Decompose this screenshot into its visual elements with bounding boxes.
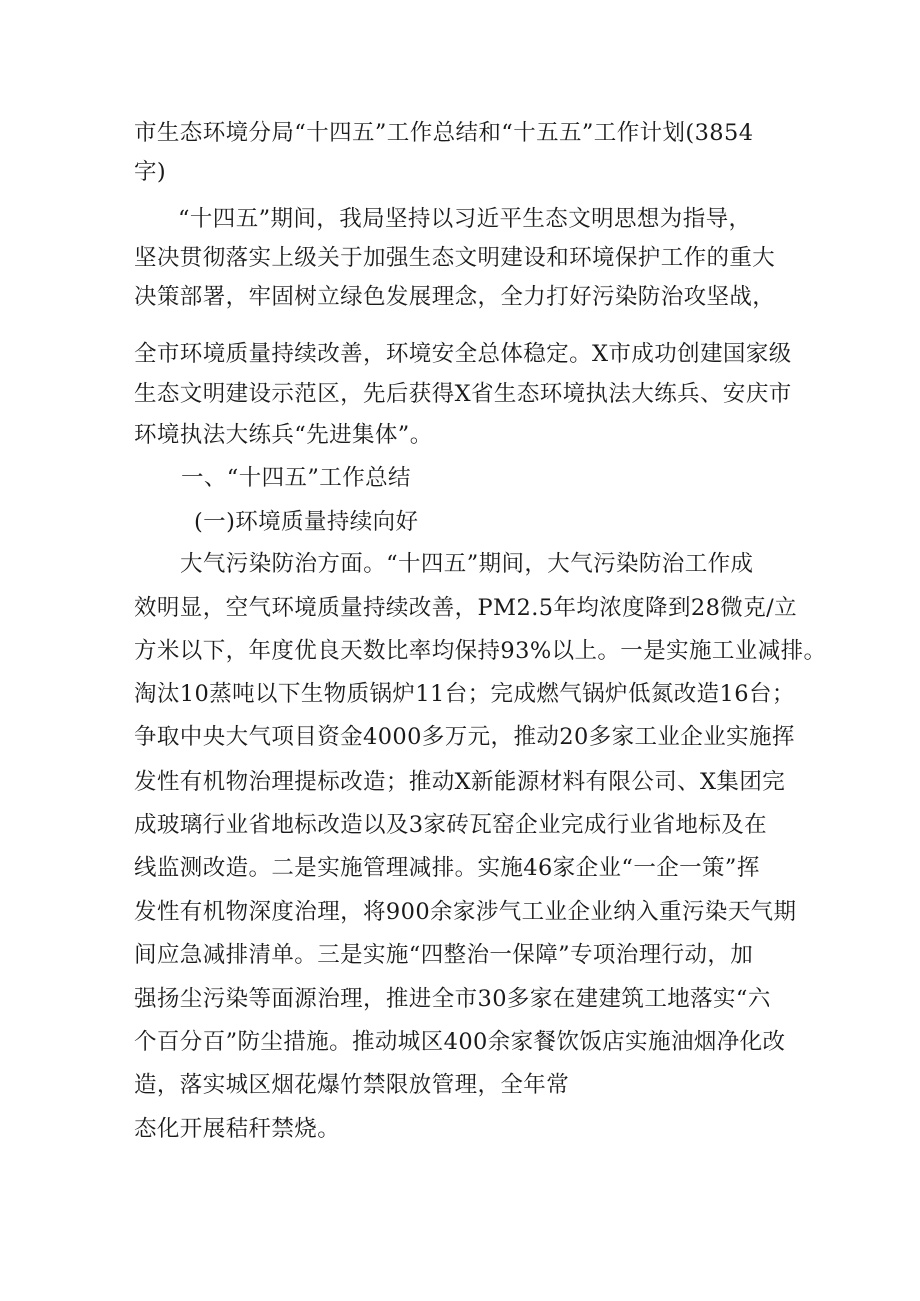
- body-line-13: 造，落实城区烟花爆竹禁限放管理，全年常: [134, 1072, 570, 1098]
- body-line-1: 大气污染防治方面。“十四五”期间，大气污染防治工作成: [180, 551, 754, 577]
- body-line-12: 个百分百”防尘措施。推动城区400余家餐饮饭店实施油烟净化改: [134, 1029, 786, 1055]
- intro-line-4: 全市环境质量持续改善，环境安全总体稳定。X市成功创建国家级: [134, 341, 792, 367]
- body-line-7: 成玻璃行业省地标改造以及3家砖瓦窑企业完成行业省地标及在: [134, 812, 768, 838]
- body-line-10: 间应急减排清单。三是实施“四整治一保障”专项治理行动，加: [134, 942, 754, 968]
- body-line-14: 态化开展秸秆禁烧。: [134, 1116, 341, 1142]
- document-title-line-2: 字): [134, 159, 167, 185]
- subsection-heading: (一)环境质量持续向好: [194, 509, 419, 535]
- section-heading: 一、“十四五”工作总结: [181, 465, 411, 491]
- intro-line-5: 生态文明建设示范区，先后获得X省生态环境执法大练兵、安庆市: [134, 381, 792, 407]
- intro-line-6: 环境执法大练兵“先进集体”。: [134, 422, 433, 448]
- intro-line-1: “十四五”期间，我局坚持以习近平生态文明思想为指导，: [178, 206, 752, 232]
- body-line-3: 方米以下，年度优良天数比率均保持93%以上。一是实施工业减排。: [134, 638, 827, 664]
- body-line-4: 淘汰10蒸吨以下生物质锅炉11台；完成燃气锅炉低氮改造16台；: [134, 681, 795, 707]
- intro-line-3: 决策部署，牢固树立绿色发展理念，全力打好污染防治攻坚战，: [134, 284, 776, 310]
- document-title-line-1: 市生态环境分局“十四五”工作总结和“十五五”工作计划(3854: [134, 120, 754, 146]
- body-line-6: 发性有机物治理提标改造；推动X新能源材料有限公司、X集团完: [134, 769, 786, 795]
- body-line-11: 强扬尘污染等面源治理，推进全市30多家在建建筑工地落实“六: [134, 986, 771, 1012]
- body-line-5: 争取中央大气项目资金4000多万元，推动20多家工业企业实施挥: [134, 724, 795, 750]
- body-line-8: 线监测改造。二是实施管理减排。实施46家企业“一企一策”挥: [134, 855, 760, 881]
- body-line-2: 效明显，空气环境质量持续改善，PM2.5年均浓度降到28微克/立: [134, 595, 797, 621]
- body-line-9: 发性有机物深度治理，将900余家涉气工业企业纳入重污染天气期: [134, 899, 797, 925]
- intro-line-2: 坚决贯彻落实上级关于加强生态文明建设和环境保护工作的重大: [134, 245, 776, 271]
